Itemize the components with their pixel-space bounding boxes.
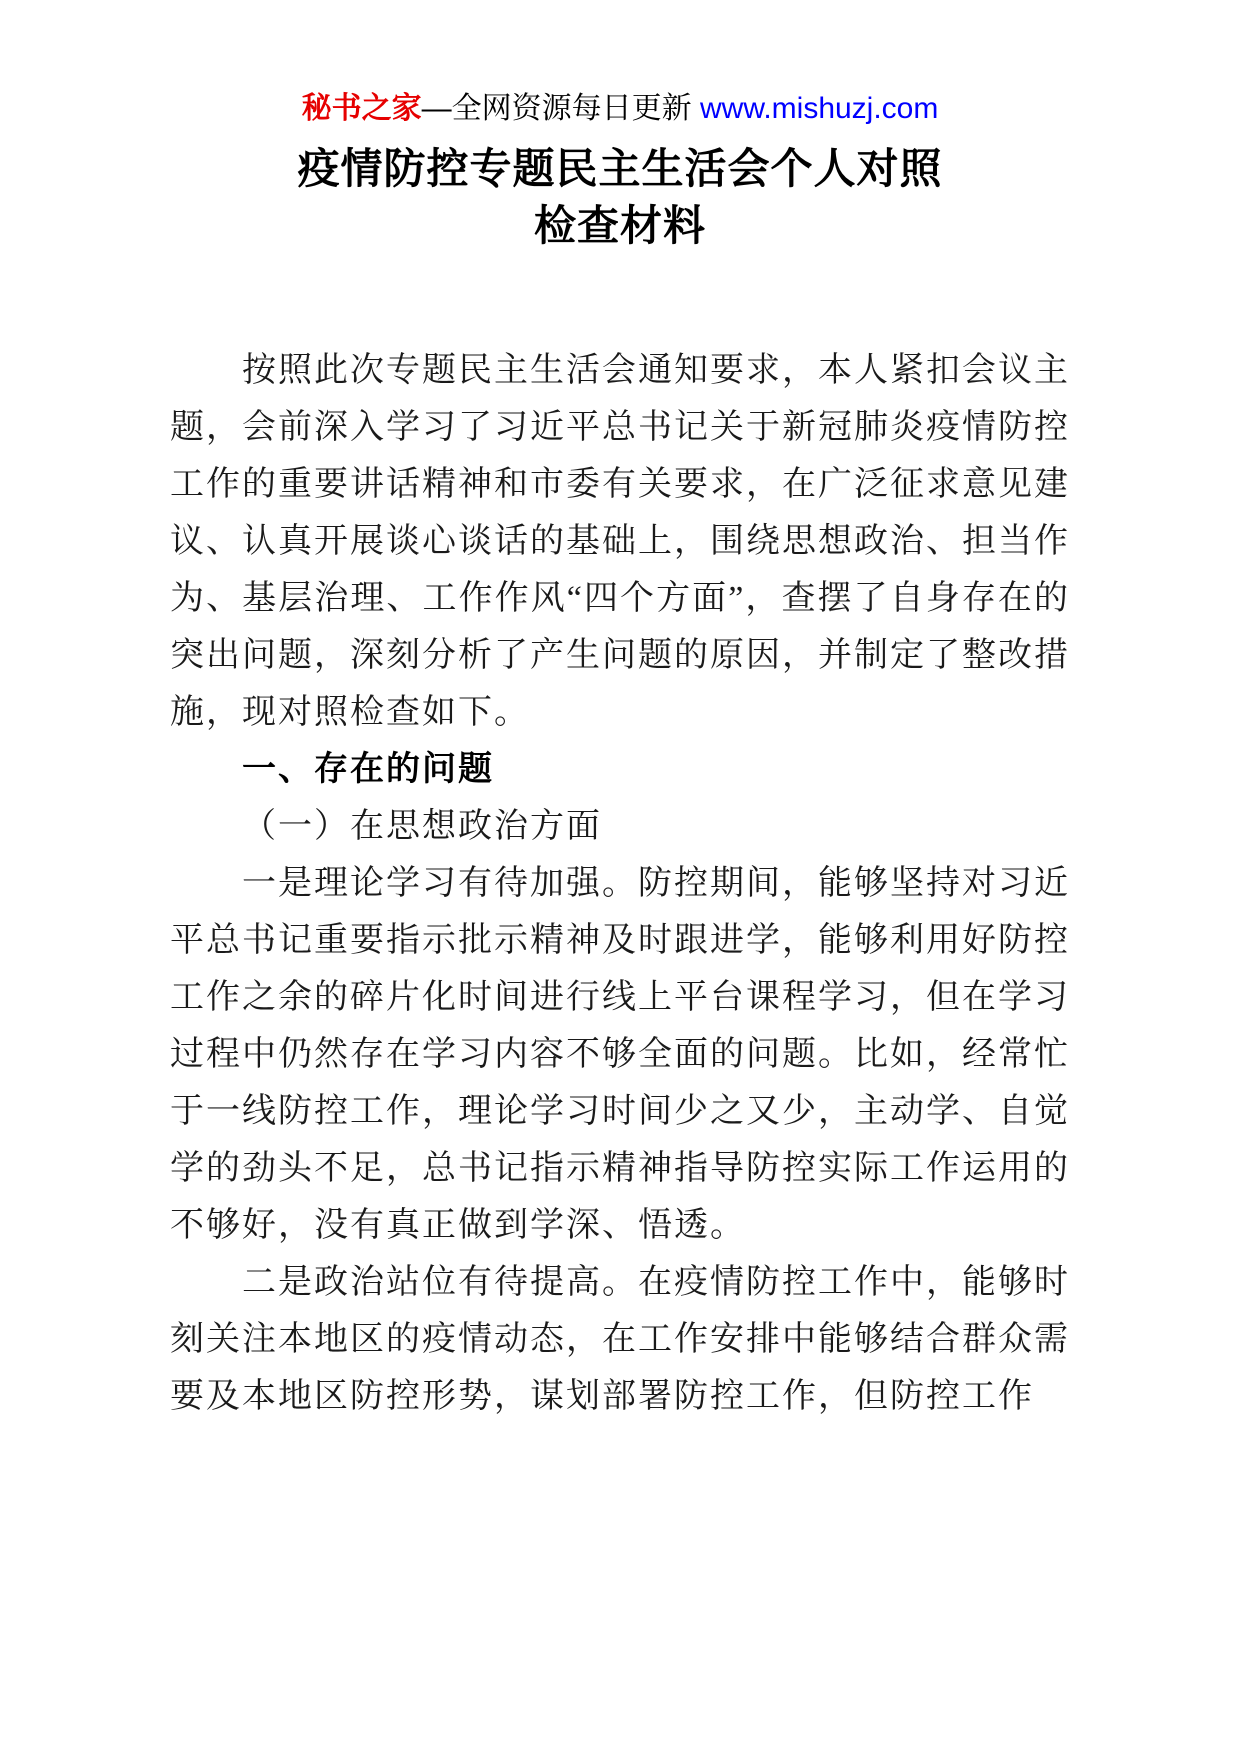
site-url-link[interactable]: www.mishuzj.com <box>699 92 939 125</box>
subsection-heading-ideology: （一）在思想政治方面 <box>242 808 602 845</box>
paragraph-theory-study: 一是理论学习有待加强。防控期间，能够坚持对习近平总书记重要指示批示精神及时跟进学，能够利用好防控工作之余的碎片化时间进行线上平台课程学习，但在学习过程中仍然存在学习内容不够全面的问题。比如，经常忙于一线防控工作，理论学习时间少之又少，主动学、自觉学的劲头不足，总书记指示精神指导防控实际工作运用的不够好，没有真正做到学深、悟透。 <box>170 865 1070 1244</box>
site-header <box>170 88 1070 130</box>
section-heading-problems: 一、存在的问题 <box>242 751 494 788</box>
title-line-1: 疫情防控专题民主生活会个人对照 <box>297 147 943 193</box>
site-name: 秘书之家 <box>301 92 422 125</box>
site-tagline: —全网资源每日更新 <box>421 92 700 125</box>
paragraph-political-stance: 二是政治站位有待提高。在疫情防控工作中，能够时刻关注本地区的疫情动态，在工作安排中能够结合群众需要及本地区防控形势，谋划部署防控工作，但防控工作 <box>170 1264 1070 1415</box>
document-title <box>170 142 1070 256</box>
document-body <box>170 342 1070 1425</box>
paragraph-intro: 按照此次专题民主生活会通知要求，本人紧扣会议主题，会前深入学习了习近平总书记关于新冠肺炎疫情防控工作的重要讲话精神和市委有关要求，在广泛征求意见建议、认真开展谈心谈话的基础上，围绕思想政治、担当作为、基层治理、工作作风“四个方面”，查摆了自身存在的突出问题，深刻分析了产生问题的原因，并制定了整改措施，现对照检查如下。 <box>170 352 1070 731</box>
title-line-2: 检查材料 <box>533 204 706 250</box>
